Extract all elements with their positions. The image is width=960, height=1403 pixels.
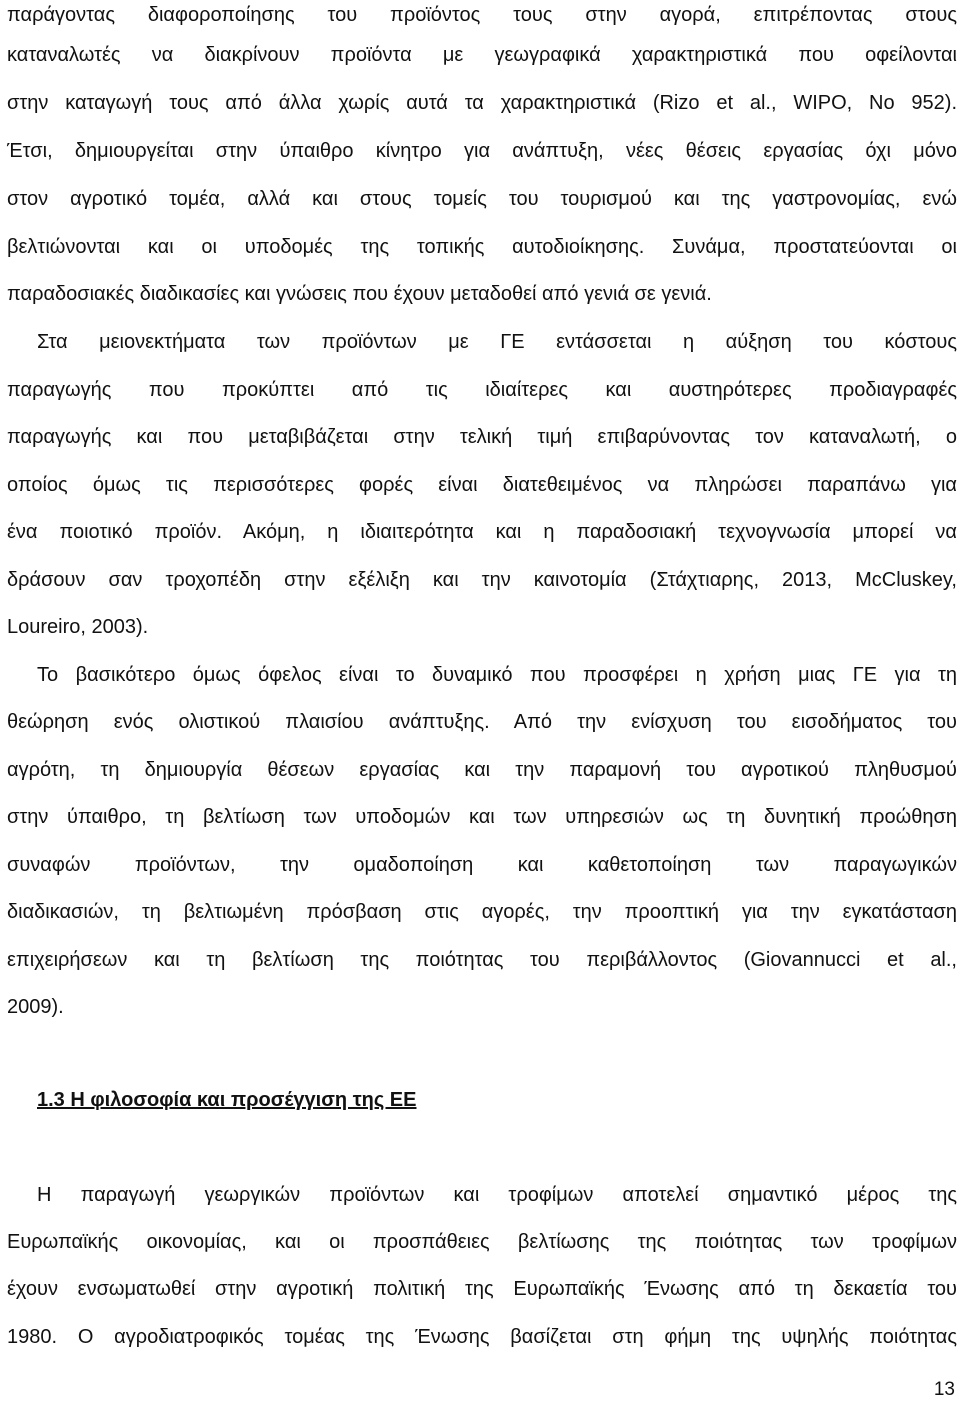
text-line: Η παραγωγή γεωργικών προϊόντων και τροφίμων αποτελεί σημαντικό μέρος της: [37, 1184, 957, 1206]
text-line: έχουν ενσωματωθεί στην αγροτική πολιτική της Ευρωπαϊκής Ένωσης από τη δεκαετία του: [7, 1278, 957, 1300]
text-line: συναφών προϊόντων, την ομαδοποίηση και καθετοποίηση των παραγωγικών: [7, 854, 957, 876]
text-line: Στα μειονεκτήματα των προϊόντων με ΓΕ εντάσσεται η αύξηση του κόστους: [37, 331, 957, 353]
text-line: θεώρηση ενός ολιστικού πλαισίου ανάπτυξης. Από την ενίσχυση του εισοδήματος του: [7, 711, 957, 733]
text-line: παραγωγής και που μεταβιβάζεται στην τελική τιμή επιβαρύνοντας τον καταναλωτή, ο: [7, 426, 957, 448]
text-line: αγρότη, τη δημιουργία θέσεων εργασίας και την παραμονή του αγροτικού πληθυσμού: [7, 759, 957, 781]
text-line: 1980. Ο αγροδιατροφικός τομέας της Ένωσης βασίζεται στη φήμη της υψηλής ποιότητας: [7, 1326, 957, 1348]
text-line: στην ύπαιθρο, τη βελτίωση των υποδομών και των υπηρεσιών ως τη δυνητική προώθηση: [7, 806, 957, 828]
text-line: παραδοσιακές διαδικασίες και γνώσεις που έχουν μεταδοθεί από γενιά σε γενιά.: [7, 283, 712, 305]
text-line: Έτσι, δημιουργείται στην ύπαιθρο κίνητρο για ανάπτυξη, νέες θέσεις εργασίας όχι μόνο: [7, 140, 957, 162]
text-line: βελτιώνονται και οι υποδομές της τοπικής αυτοδιοίκησης. Συνάμα, προστατεύονται οι: [7, 236, 957, 258]
text-line: Loureiro, 2003).: [7, 616, 149, 638]
text-line: επιχειρήσεων και τη βελτίωση της ποιότητας του περιβάλλοντος (Giovannucci et al.,: [7, 949, 957, 971]
text-line: δράσουν σαν τροχοπέδη στην εξέλιξη και την καινοτομία (Στάχτιαρης, 2013, McCluskey,: [7, 569, 957, 591]
text-line: παραγωγής που προκύπτει από τις ιδιαίτερες και αυστηρότερες προδιαγραφές: [7, 379, 957, 401]
text-line: στην καταγωγή τους από άλλα χωρίς αυτά τα χαρακτηριστικά (Rizo et al., WIPO, No 952).: [7, 92, 957, 114]
section-heading: 1.3 Η φιλοσοφία και προσέγγιση της ΕΕ: [37, 1089, 417, 1111]
text-line: παράγοντας διαφοροποίησης του προϊόντος τους στην αγορά, επιτρέποντας στους: [7, 4, 957, 26]
page-number: 13: [933, 1379, 955, 1400]
text-line: οποίος όμως τις περισσότερες φορές είναι διατεθειμένος να πληρώσει παραπάνω για: [7, 474, 957, 496]
text-line: καταναλωτές να διακρίνουν προϊόντα με γεωγραφικά χαρακτηριστικά που οφείλονται: [7, 44, 957, 66]
text-line: Ευρωπαϊκής οικονομίας, και οι προσπάθειες βελτίωσης της ποιότητας των τροφίμων: [7, 1231, 957, 1253]
text-line: διαδικασιών, τη βελτιωμένη πρόσβαση στις αγορές, την προοπτική για την εγκατάσταση: [7, 901, 957, 923]
text-line: 2009).: [7, 996, 64, 1018]
text-line: στον αγροτικό τομέα, αλλά και στους τομείς του τουρισμού και της γαστρονομίας, ενώ: [7, 188, 957, 210]
text-line: Το βασικότερο όμως όφελος είναι το δυναμικό που προσφέρει η χρήση μιας ΓΕ για τη: [37, 664, 957, 686]
text-line: ένα ποιοτικό προϊόν. Ακόμη, η ιδιαιτερότητα και η παραδοσιακή τεχνογνωσία μπορεί να: [7, 521, 957, 543]
